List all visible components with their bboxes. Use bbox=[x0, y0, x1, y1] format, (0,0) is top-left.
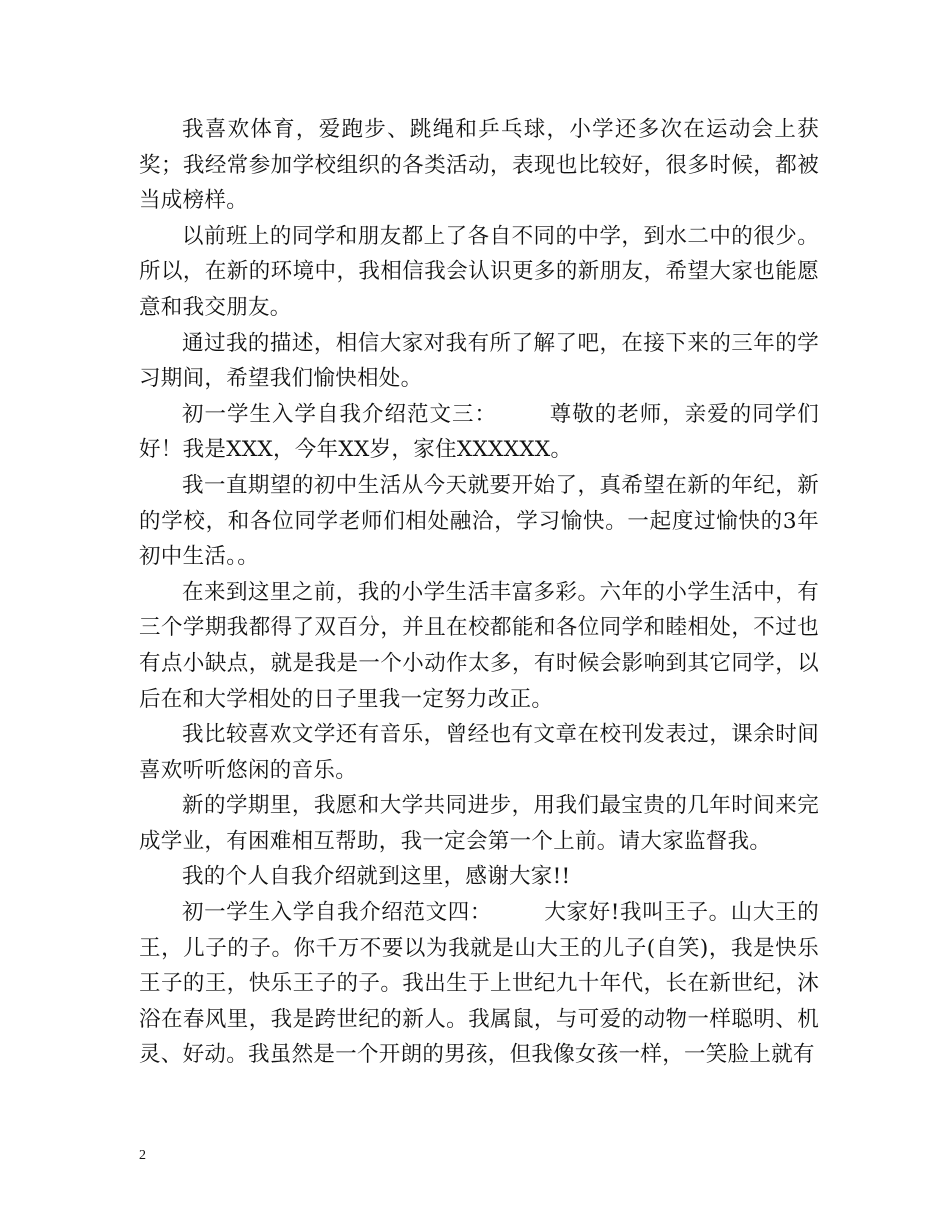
paragraph-text: 新的学期里，我愿和大学共同进步，用我们最宝贵的几年时间来完成学业，有困难相互帮助，我一定会第一个上前。请大家监督我。 bbox=[139, 793, 819, 854]
paragraph-text: 在来到这里之前，我的小学生活丰富多彩。六年的小学生活中，有三个学期我都得了双百分，并且在校都能和各位同学和睦相处，不过也有点小缺点，就是我是一个小动作太多，有时候会影响到其它同学，以后在和大学相处的日子里我一定努力改正。 bbox=[139, 579, 819, 712]
paragraph bbox=[139, 112, 819, 219]
paragraph bbox=[139, 468, 819, 575]
document-body bbox=[139, 112, 819, 1073]
paragraph bbox=[139, 895, 819, 1073]
paragraph bbox=[139, 717, 819, 788]
section-heading: 初一学生入学自我介绍范文四： bbox=[182, 900, 492, 926]
paragraph-text: 我比较喜欢文学还有音乐，曾经也有文章在校刊发表过，课余时间喜欢听听悠闲的音乐。 bbox=[139, 722, 819, 783]
paragraph-text: 大家好!我叫王子。山大王的王，儿子的子。你千万不要以为我就是山大王的儿子(自笑)，我是快乐王子的王，快乐王子的子。我出生于上世纪九十年代，长在新世纪，沐浴在春风里，我是跨世纪的新人。我属鼠，与可爱的动物一样聪明、机灵、好动。我虽然是一个开朗的男孩，但我像女孩一样，一笑脸上就有 bbox=[139, 900, 819, 1068]
paragraph bbox=[139, 788, 819, 859]
paragraph-text: 尊敬的老师，亲爱的同学们好！我是XXX，今年XX岁，家住XXXXXX。 bbox=[139, 401, 819, 463]
paragraph-text: 我喜欢体育，爱跑步、跳绳和乒乓球，小学还多次在运动会上获奖；我经常参加学校组织的各类活动，表现也比较好，很多时候，都被当成榜样。 bbox=[139, 117, 819, 214]
paragraph bbox=[139, 397, 819, 468]
paragraph bbox=[139, 219, 819, 326]
paragraph bbox=[139, 859, 819, 895]
paragraph-text: 以前班上的同学和朋友都上了各自不同的中学，到水二中的很少。所以，在新的环境中，我相信我会认识更多的新朋友，希望大家也能愿意和我交朋友。 bbox=[139, 223, 819, 320]
paragraph bbox=[139, 575, 819, 717]
paragraph-text: 通过我的描述，相信大家对我有所了解了吧，在接下来的三年的学习期间，希望我们愉快相处。 bbox=[139, 330, 819, 392]
paragraph-text: 我一直期望的初中生活从今天就要开始了，真希望在新的年纪，新的学校，和各位同学老师们相处融洽，学习愉快。一起度过愉快的3年初中生活。。 bbox=[139, 472, 819, 570]
paragraph-text: 我的个人自我介绍就到这里，感谢大家!! bbox=[182, 864, 571, 890]
section-heading: 初一学生入学自我介绍范文三： bbox=[182, 401, 497, 427]
paragraph bbox=[139, 326, 819, 397]
page-number: 2 bbox=[139, 1148, 146, 1163]
